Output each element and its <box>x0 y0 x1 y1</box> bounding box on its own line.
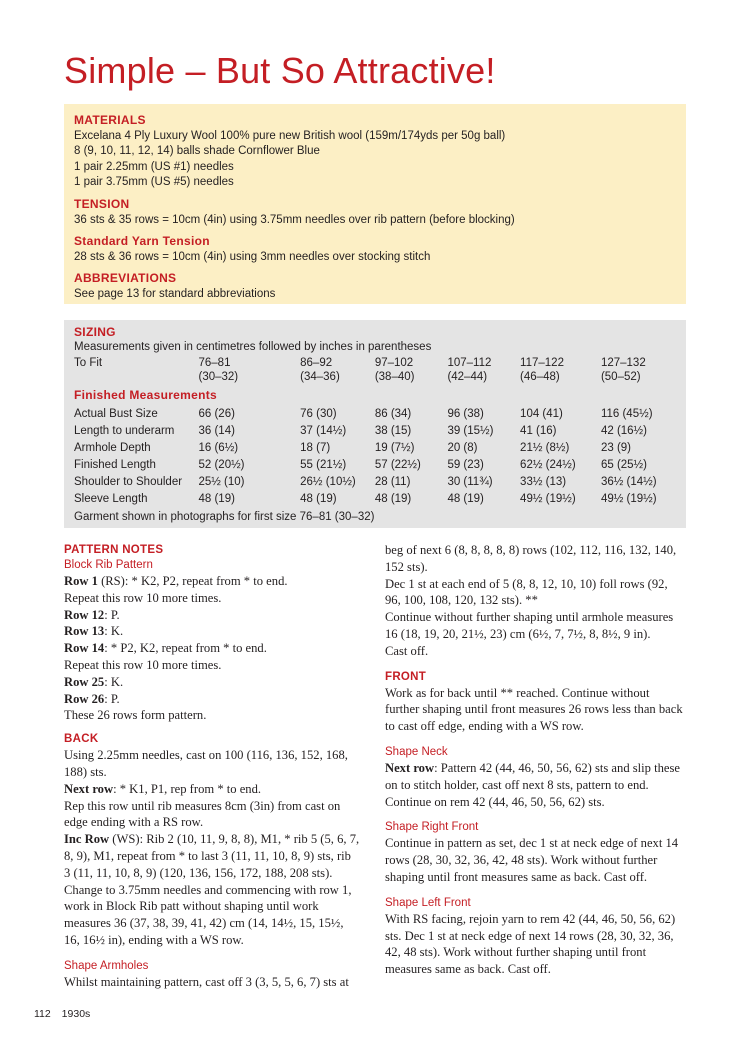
measurement-value: 21½ (8½) <box>520 442 570 454</box>
materials-panel <box>64 104 686 304</box>
size-cm: 86–92 <box>300 357 333 369</box>
measurement-value: 19 (7½) <box>374 442 415 454</box>
pattern-line: 42, 48 sts). Work without further shaping until front <box>385 945 647 960</box>
right-column <box>385 542 690 978</box>
abbreviations-text: See page 13 for standard abbreviations <box>74 287 276 300</box>
measurement-label: Armhole Depth <box>74 442 151 454</box>
pattern-line: Dec 1 st at each end of 5 (8, 8, 12, 10, 10) foll rows (92, <box>385 576 668 591</box>
pattern-line: Continue in pattern as set, dec 1 st at neck edge of next 14 <box>385 836 679 851</box>
pattern-line: Next row: * K1, P1, rep from * to end. <box>64 781 262 796</box>
pattern-line: work in Block Rib patt without shaping until work <box>64 899 319 914</box>
page-footer <box>34 1008 90 1020</box>
measurement-row <box>74 491 684 508</box>
size-cm: 127–132 <box>600 357 646 369</box>
sizing-heading: SIZING <box>74 325 116 339</box>
to-fit-label: To Fit <box>74 357 103 369</box>
pattern-line: Next row: Pattern 42 (44, 46, 50, 56, 62) sts and slip these <box>385 760 680 775</box>
page-number: 112 <box>34 1008 51 1020</box>
measurement-value: 59 (23) <box>447 459 484 471</box>
materials-line: 1 pair 3.75mm (US #5) needles <box>74 176 234 189</box>
left-column <box>64 543 376 991</box>
measurement-value: 55 (21½) <box>300 459 347 471</box>
pattern-notes-heading: PATTERN NOTES <box>64 544 164 556</box>
sizing-table <box>74 356 684 508</box>
pattern-line: 152 sts). <box>385 559 428 574</box>
pattern-line: Cast off. <box>385 643 429 658</box>
measurement-row <box>74 457 684 474</box>
measurement-value: 30 (11¾) <box>447 476 493 488</box>
pattern-line: further shaping until front measures 26 rows less than back <box>385 702 683 717</box>
pattern-line: Row 26: P. <box>64 691 120 706</box>
measurement-value: 48 (19) <box>198 493 235 505</box>
measurement-value: 23 (9) <box>600 442 631 454</box>
pattern-line: shaping until front measures same as back. Cast off. <box>385 869 648 884</box>
size-cm: 117–122 <box>520 357 564 369</box>
measurement-value: 48 (19) <box>447 493 484 505</box>
pattern-line: 8, 9), M1, repeat from * to last 3 (11, 11, 10, 8, 9) sts, rib <box>64 848 351 863</box>
pattern-line: Row 13: K. <box>64 624 124 639</box>
measurement-value: 48 (19) <box>374 493 412 505</box>
size-cm: 97–102 <box>374 357 414 369</box>
measurement-value: 33½ (13) <box>520 476 567 488</box>
finished-measurements-heading: Finished Measurements <box>74 388 218 402</box>
measurement-value: 52 (20½) <box>198 459 245 471</box>
pattern-line: measures 36 (37, 38, 39, 41, 42) cm (14, 14½, 15, 15½, <box>64 916 344 931</box>
back-heading: BACK <box>64 733 99 746</box>
pattern-line: Whilst maintaining pattern, cast off 3 (3, 5, 5, 6, 7) sts at <box>64 974 349 989</box>
measurement-label: Sleeve Length <box>74 493 148 505</box>
shape-armholes-heading: Shape Armholes <box>64 959 149 972</box>
pattern-line: Work as for back until ** reached. Continue without <box>385 685 650 700</box>
pattern-line: Row 1 (RS): * K2, P2, repeat from * to end. <box>64 574 288 588</box>
shape-left-front-heading: Shape Left Front <box>385 896 471 909</box>
size-in: (38–40) <box>374 371 415 383</box>
pattern-line: Row 14: * P2, K2, repeat from * to end. <box>64 641 267 656</box>
pattern-line: sts. Dec 1 st at neck edge of next 14 rows (28, 30, 32, 36, <box>385 928 674 943</box>
measurement-label: Length to underarm <box>74 425 175 437</box>
garment-shown-note: Garment shown in photographs for first size 76–81 (30–32) <box>74 511 375 523</box>
size-in: (42–44) <box>447 371 488 383</box>
materials-line: 8 (9, 10, 11, 12, 14) balls shade Cornflower Blue <box>74 145 320 158</box>
shape-neck-heading: Shape Neck <box>385 745 448 758</box>
pattern-line: beg of next 6 (8, 8, 8, 8, 8) rows (102, 112, 116, 132, 140, <box>385 543 677 557</box>
standard-tension-text: 28 sts & 36 rows = 10cm (4in) using 3mm needles over stocking stitch <box>74 250 431 263</box>
measurement-value: 28 (11) <box>374 476 411 488</box>
measurement-label: Shoulder to Shoulder <box>74 476 183 488</box>
measurement-value: 41 (16) <box>520 425 557 437</box>
measurement-value: 36½ (14½) <box>600 476 657 488</box>
pattern-line: edge ending with a RS row. <box>64 815 204 830</box>
size-in: (46–48) <box>520 371 560 383</box>
pattern-line: Rep this row until rib measures 8cm (3in) from cast on <box>64 798 341 813</box>
pattern-line: With RS facing, rejoin yarn to rem 42 (44, 46, 50, 56, 62) <box>385 911 676 926</box>
to-fit-row <box>74 356 684 384</box>
pattern-line: 16 (18, 19, 20, 21½, 23) cm (6½, 7, 7½, 8, 8½, 9 in). <box>385 626 651 641</box>
materials-heading: MATERIALS <box>74 113 146 127</box>
measurement-value: 49½ (19½) <box>520 493 576 505</box>
pattern-line: These 26 rows form pattern. <box>64 708 207 723</box>
measurement-value: 62½ (24½) <box>520 459 576 471</box>
materials-line: Excelana 4 Ply Luxury Wool 100% pure new British wool (159m/174yds per 50g ball) <box>74 129 506 142</box>
measurement-label: Finished Length <box>74 459 156 471</box>
sizing-panel <box>64 320 686 528</box>
shape-right-front-heading: Shape Right Front <box>385 821 479 834</box>
measurement-value: 57 (22½) <box>374 459 421 471</box>
measurement-value: 104 (41) <box>520 408 563 420</box>
pattern-line: Repeat this row 10 more times. <box>64 590 222 605</box>
page-title: Simple – But So Attractive! <box>64 50 496 91</box>
measurement-value: 26½ (10½) <box>300 476 356 488</box>
measurement-value: 37 (14½) <box>300 425 347 437</box>
block-rib-heading: Block Rib Pattern <box>64 559 153 571</box>
pattern-line: on to stitch holder, cast off next 8 sts, pattern to end. <box>385 777 649 792</box>
measurement-value: 65 (25½) <box>600 459 647 471</box>
pattern-line: 188) sts. <box>64 764 107 779</box>
pattern-line: to cast off edge, ending with a WS row. <box>385 719 584 734</box>
measurement-row <box>74 440 684 457</box>
measurement-value: 42 (16½) <box>600 425 647 437</box>
materials-line: 1 pair 2.25mm (US #1) needles <box>74 160 234 173</box>
pattern-line: Repeat this row 10 more times. <box>64 657 222 672</box>
measurement-value: 86 (34) <box>374 408 412 420</box>
measurement-row <box>74 423 684 440</box>
measurement-value: 16 (6½) <box>198 442 239 454</box>
size-in: (50–52) <box>600 371 641 383</box>
measurement-value: 96 (38) <box>447 408 484 420</box>
measurement-value: 49½ (19½) <box>600 493 657 505</box>
pattern-line: Using 2.25mm needles, cast on 100 (116, 136, 152, 168, <box>64 748 348 763</box>
size-in: (34–36) <box>300 371 340 383</box>
standard-tension-heading: Standard Yarn Tension <box>74 234 210 249</box>
measurement-value: 38 (15) <box>374 425 412 437</box>
measurement-value: 76 (30) <box>300 408 337 420</box>
measurement-value: 39 (15½) <box>447 425 494 437</box>
pattern-line: Row 12: P. <box>64 607 120 622</box>
pattern-line: measures same as back. Cast off. <box>385 962 551 977</box>
tension-heading: TENSION <box>74 196 130 211</box>
pattern-line: Continue without further shaping until armhole measures <box>385 610 674 625</box>
pattern-line: Change to 3.75mm needles and commencing with row 1, <box>64 882 352 897</box>
section-name: 1930s <box>61 1008 91 1020</box>
pattern-line: 3 (11, 11, 10, 8, 9) (120, 136, 156, 172, 188, 208 sts). <box>64 865 333 880</box>
measurement-value: 116 (45½) <box>600 408 653 420</box>
pattern-line: Row 25: K. <box>64 674 124 689</box>
tension-text: 36 sts & 35 rows = 10cm (4in) using 3.75mm needles over rib pattern (before blocking) <box>74 213 515 226</box>
measurement-value: 20 (8) <box>447 442 478 454</box>
pattern-line: 96, 100, 108, 120, 132 sts). ** <box>385 593 538 608</box>
pattern-line: rows (28, 30, 32, 36, 42, 48 sts). Work without further <box>385 853 658 868</box>
measurement-label: Actual Bust Size <box>74 408 158 420</box>
pattern-line: Inc Row (WS): Rib 2 (10, 11, 9, 8, 8), M1, * rib 5 (5, 6, 7, <box>64 832 360 847</box>
measurement-value: 36 (14) <box>198 425 235 437</box>
measurement-row <box>74 474 684 491</box>
measurement-value: 48 (19) <box>300 493 337 505</box>
sizing-note: Measurements given in centimetres followed by inches in parentheses <box>74 341 432 353</box>
measurement-row <box>74 406 684 423</box>
measurement-value: 25½ (10) <box>198 476 245 488</box>
pattern-line: Continue on rem 42 (44, 46, 50, 56, 62) sts. <box>385 794 605 809</box>
pattern-line: 16, 16½ in), ending with a WS row. <box>64 932 244 947</box>
front-heading: FRONT <box>385 670 427 683</box>
abbreviations-heading: ABBREVIATIONS <box>74 271 177 286</box>
size-cm: 107–112 <box>447 357 492 369</box>
measurement-value: 18 (7) <box>300 442 331 454</box>
size-in: (30–32) <box>198 371 239 383</box>
size-cm: 76–81 <box>198 357 231 369</box>
measurement-value: 66 (26) <box>198 408 235 420</box>
